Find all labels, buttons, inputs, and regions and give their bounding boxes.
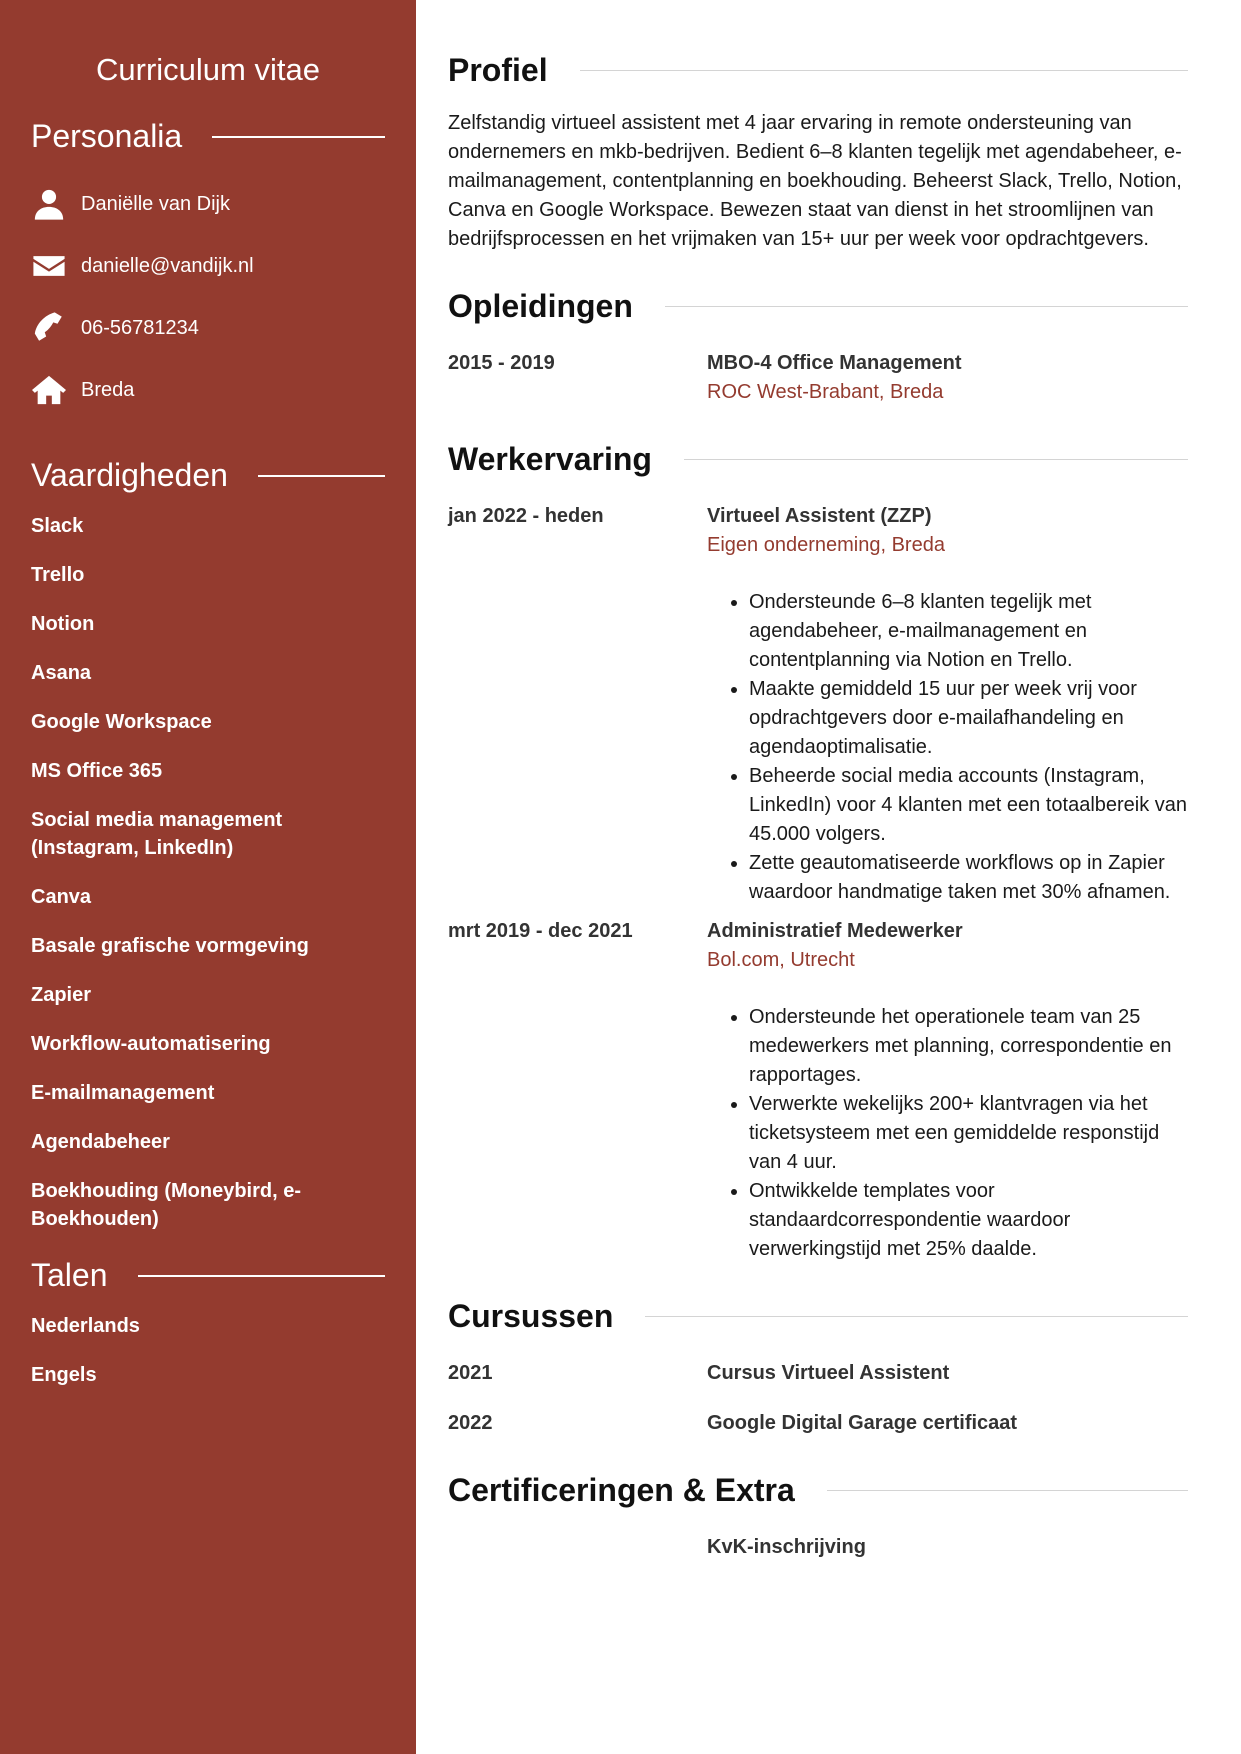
personalia-heading bbox=[31, 118, 385, 155]
skill-item: Agendabeheer bbox=[31, 1131, 170, 1153]
entry-title: Virtueel Assistent (ZZP) bbox=[707, 505, 932, 527]
skill-item: Trello bbox=[31, 564, 85, 586]
sidebar bbox=[0, 0, 416, 1754]
heading-rule bbox=[258, 475, 385, 477]
heading-rule bbox=[645, 1316, 1188, 1317]
work-heading-text: Werkervaring bbox=[448, 441, 652, 477]
phone-icon bbox=[31, 310, 67, 346]
cv-title: Curriculum vitae bbox=[96, 52, 320, 87]
bullet-item: • Maakte gemiddeld 15 uur per week vrij voor opdrachtgevers door e-mailafhandeling en agendaoptimalisatie. bbox=[749, 675, 1188, 762]
user-icon bbox=[31, 186, 67, 222]
entry-body bbox=[707, 1409, 1188, 1438]
entry-date: jan 2022 - heden bbox=[448, 505, 604, 527]
skill-item: Social media management (Instagram, LinkedIn) bbox=[31, 809, 283, 859]
entry-title: KvK-inschrijving bbox=[707, 1536, 866, 1558]
courses-section bbox=[448, 1298, 1188, 1438]
skill-item: Boekhouding (Moneybird, e-Boekhouden) bbox=[31, 1180, 301, 1230]
skill-item: Asana bbox=[31, 662, 92, 684]
skill-item: Notion bbox=[31, 613, 95, 635]
envelope-icon bbox=[31, 248, 67, 284]
contact-city bbox=[31, 359, 385, 421]
entry-org: Bol.com, Utrecht bbox=[707, 949, 855, 971]
skill-item: Basale grafische vormgeving bbox=[31, 935, 309, 957]
heading-rule bbox=[684, 459, 1188, 460]
main-content bbox=[448, 52, 1188, 1562]
skill-item: Workflow-automatisering bbox=[31, 1033, 271, 1055]
entry-org: ROC West-Brabant, Breda bbox=[707, 381, 944, 403]
education-entry bbox=[448, 349, 1188, 407]
languages-heading bbox=[31, 1257, 385, 1294]
entry-title: MBO-4 Office Management bbox=[707, 352, 962, 374]
bullet-item: • Ontwikkelde templates voor standaardcorrespondentie waardoor verwerkingstijd met 25% daalde. bbox=[749, 1177, 1188, 1264]
entry-org: Eigen onderneming, Breda bbox=[707, 534, 945, 556]
entry-body bbox=[707, 502, 1188, 907]
heading-rule bbox=[580, 70, 1188, 71]
contact-city-value: Breda bbox=[81, 378, 135, 401]
entry-date: 2015 - 2019 bbox=[448, 352, 555, 374]
entry-date bbox=[448, 1533, 707, 1562]
education-heading bbox=[448, 288, 1188, 325]
entry-date: mrt 2019 - dec 2021 bbox=[448, 920, 633, 942]
profile-heading-text: Profiel bbox=[448, 52, 548, 88]
skill-item: E-mailmanagement bbox=[31, 1082, 215, 1104]
certs-heading bbox=[448, 1472, 1188, 1509]
courses-heading-text: Cursussen bbox=[448, 1298, 614, 1334]
skill-item: Google Workspace bbox=[31, 711, 212, 733]
entry-bullets bbox=[707, 1003, 1188, 1264]
contact-phone bbox=[31, 297, 385, 359]
entry-title: Cursus Virtueel Assistent bbox=[707, 1362, 950, 1384]
language-item: Engels bbox=[31, 1364, 97, 1386]
bullet-item: • Zette geautomatiseerde workflows op in Zapier waardoor handmatige taken met 30% afnamen. bbox=[749, 849, 1188, 907]
bullet-item: • Verwerkte wekelijks 200+ klantvragen via het ticketsysteem met een gemiddelde responstijd van 4 uur. bbox=[749, 1090, 1188, 1177]
entry-body bbox=[707, 349, 1188, 407]
profile-text: Zelfstandig virtueel assistent met 4 jaar ervaring in remote ondersteuning van ondernemers en mkb-bedrijven. Bedient 6–8 klanten tegelijk met agendabeheer, e-mailmanagement, contentplanning en boekhouding. Beheerst Slack, Trello, Notion, Canva en Google Workspace. Bewezen staat van dienst in het stroomlijnen van bedrijfsprocessen en het vrijmaken van 15+ uur per week voor opdrachtgevers. bbox=[448, 112, 1182, 250]
skills-heading-text: Vaardigheden bbox=[31, 457, 228, 493]
heading-rule bbox=[827, 1490, 1188, 1491]
heading-rule bbox=[665, 306, 1188, 307]
languages-section bbox=[31, 1257, 385, 1389]
languages-heading-text: Talen bbox=[31, 1257, 108, 1293]
work-entry bbox=[448, 917, 1188, 1264]
work-heading bbox=[448, 441, 1188, 478]
skills-section bbox=[31, 457, 385, 1233]
certs-heading-text: Certificeringen & Extra bbox=[448, 1472, 795, 1508]
entry-title: Google Digital Garage certificaat bbox=[707, 1412, 1018, 1434]
skill-item: Zapier bbox=[31, 984, 92, 1006]
cert-entry bbox=[448, 1533, 1188, 1562]
home-icon bbox=[31, 372, 67, 408]
courses-heading bbox=[448, 1298, 1188, 1335]
bullet-item: • Beheerde social media accounts (Instagram, LinkedIn) voor 4 klanten met een totaalbereik van 45.000 volgers. bbox=[749, 762, 1188, 849]
skill-item: Canva bbox=[31, 886, 92, 908]
bullet-item: • Ondersteunde 6–8 klanten tegelijk met agendabeheer, e-mailmanagement en contentplanning via Notion en Trello. bbox=[749, 588, 1188, 675]
entry-body bbox=[707, 1533, 1188, 1562]
entry-body bbox=[707, 917, 1188, 1264]
entry-date: 2021 bbox=[448, 1362, 493, 1384]
heading-rule bbox=[138, 1275, 386, 1277]
language-item: Nederlands bbox=[31, 1315, 140, 1337]
contact-phone-value: 06-56781234 bbox=[81, 316, 199, 339]
skill-item: Slack bbox=[31, 515, 84, 537]
entry-date: 2022 bbox=[448, 1412, 493, 1434]
entry-title: Administratief Medewerker bbox=[707, 920, 963, 942]
course-entry bbox=[448, 1359, 1188, 1388]
entry-body bbox=[707, 1359, 1188, 1388]
work-entry bbox=[448, 502, 1188, 907]
entry-bullets bbox=[707, 588, 1188, 907]
contact-email bbox=[31, 235, 385, 297]
contact-name-value: Daniëlle van Dijk bbox=[81, 192, 230, 215]
contact-name bbox=[31, 173, 385, 235]
skills-heading bbox=[31, 457, 385, 494]
bullet-item: • Ondersteunde het operationele team van 25 medewerkers met planning, correspondentie en rapportages. bbox=[749, 1003, 1188, 1090]
course-entry bbox=[448, 1409, 1188, 1438]
heading-rule bbox=[212, 136, 385, 138]
education-heading-text: Opleidingen bbox=[448, 288, 633, 324]
contact-email-value: danielle@vandijk.nl bbox=[81, 254, 254, 277]
skill-item: MS Office 365 bbox=[31, 760, 163, 782]
profile-heading bbox=[448, 52, 1188, 89]
personalia-heading-text: Personalia bbox=[31, 118, 183, 154]
